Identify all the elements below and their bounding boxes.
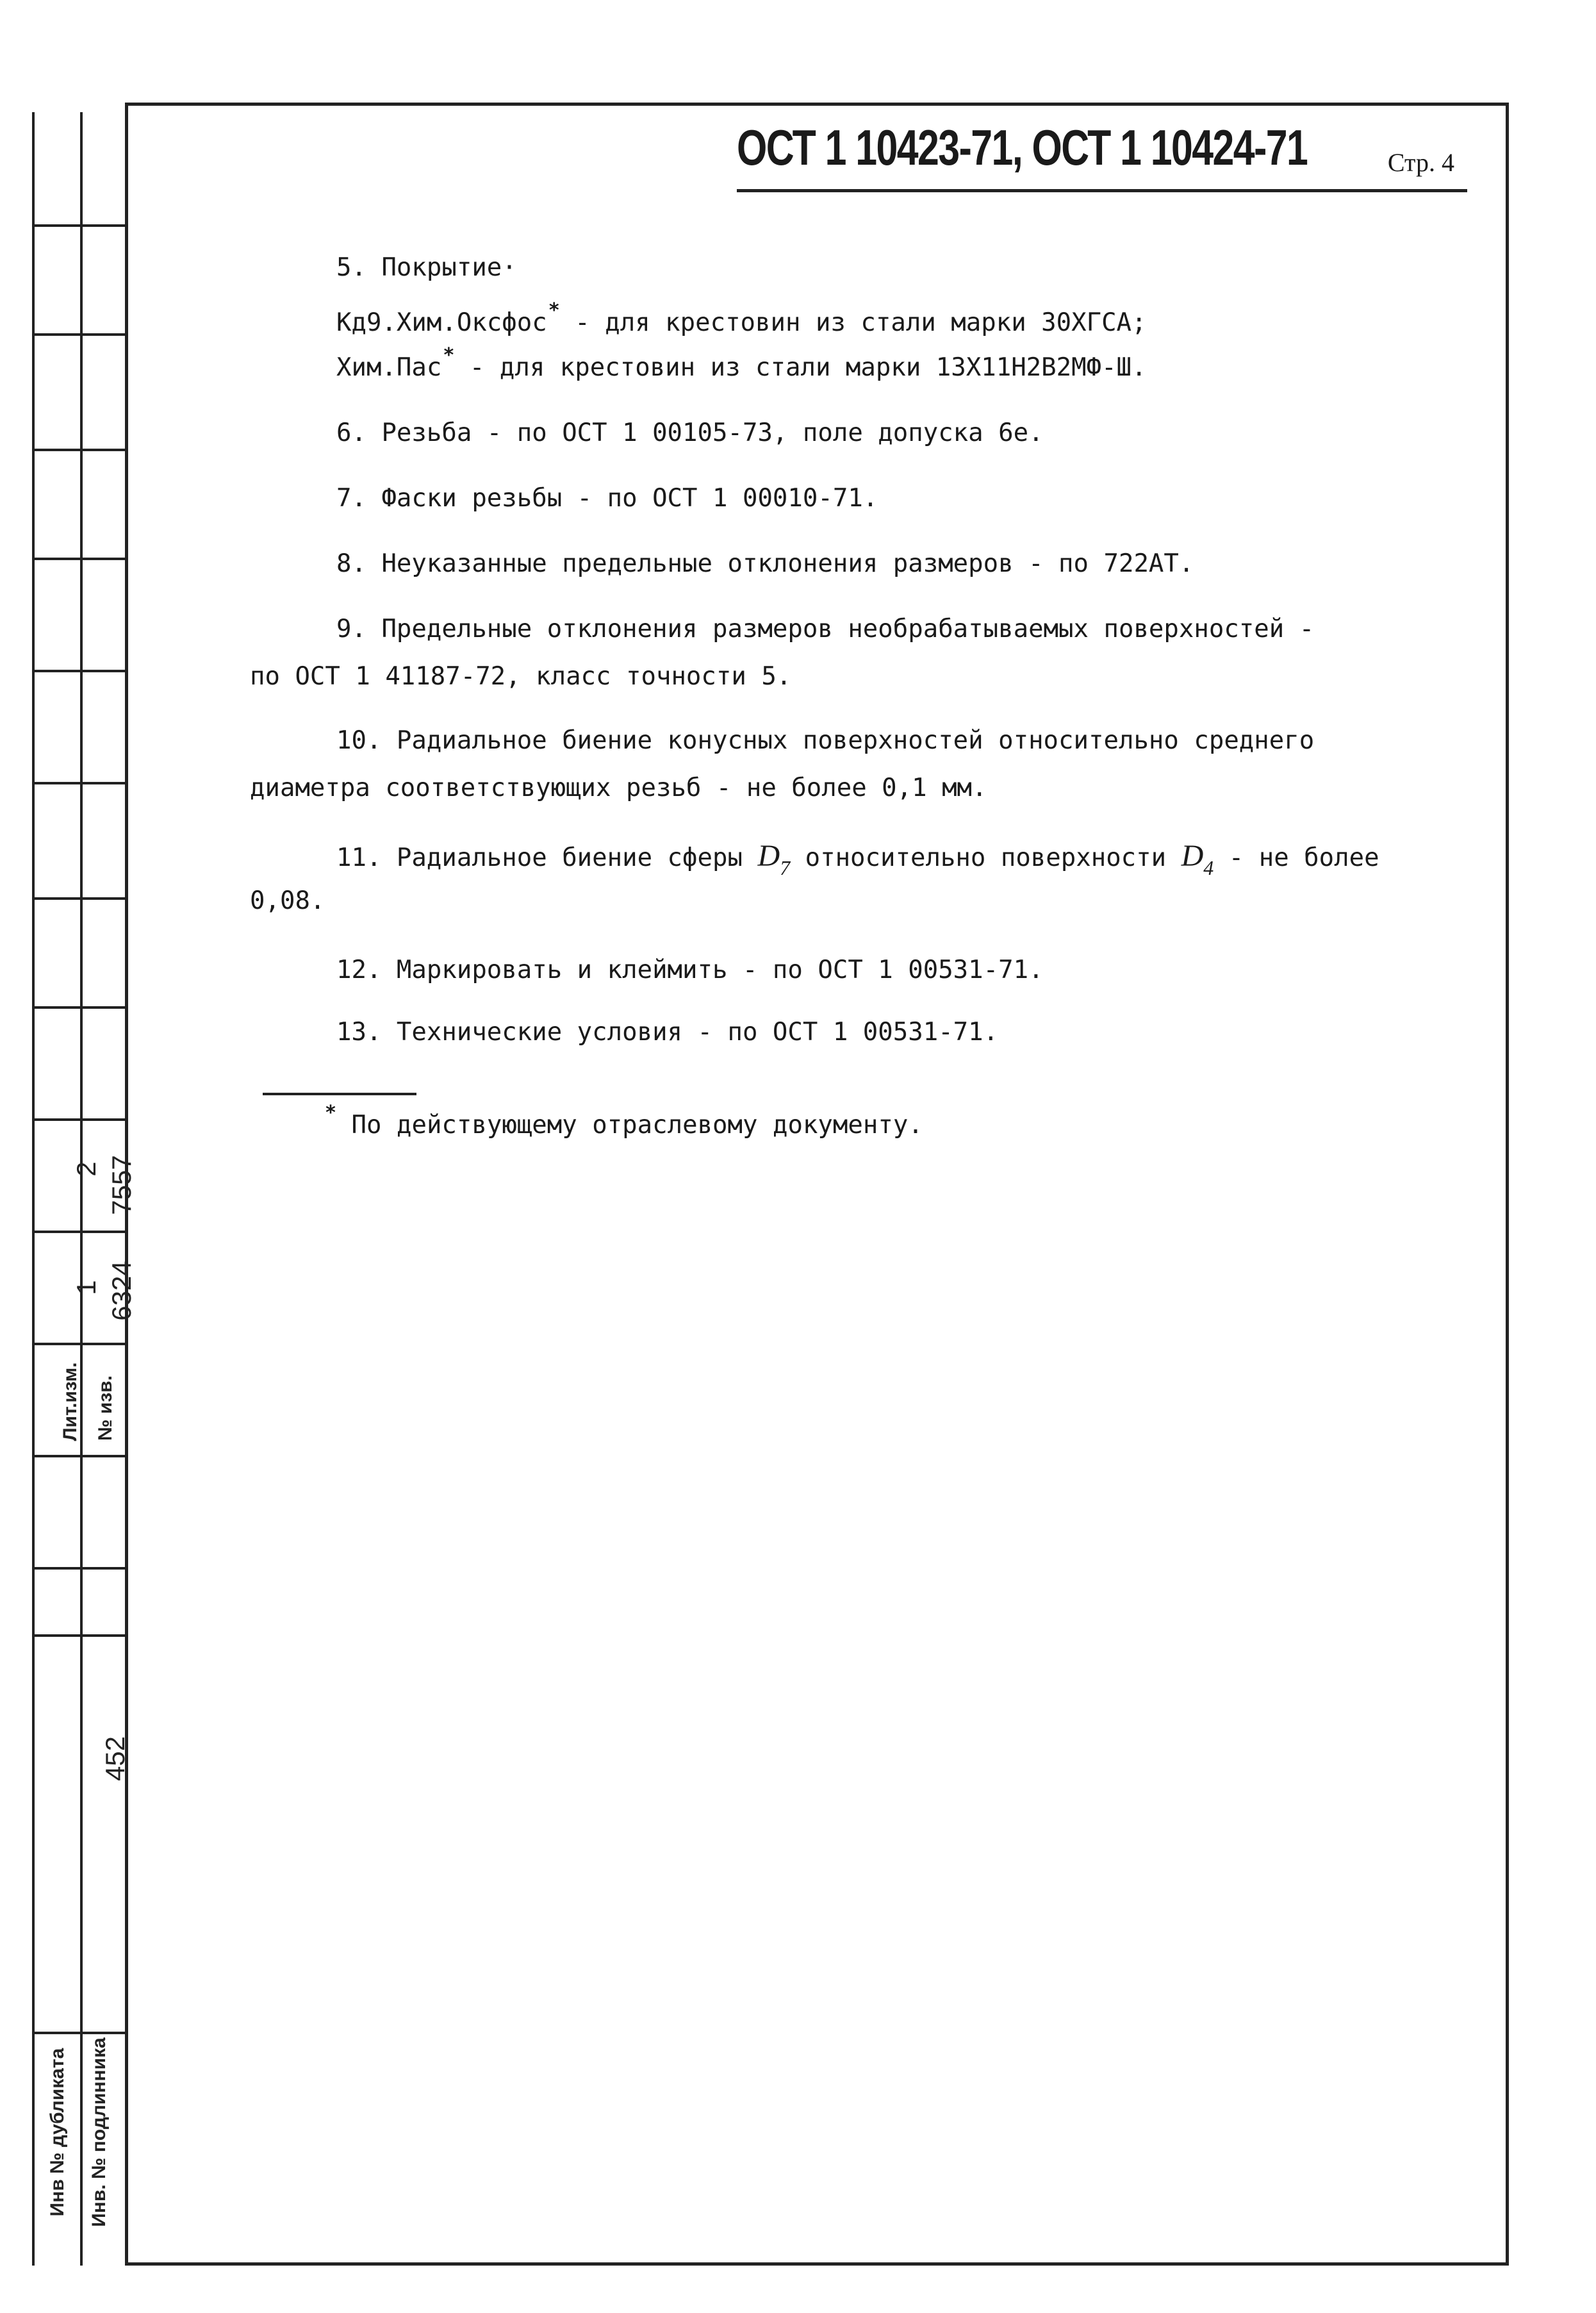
rev1-lit-number: 1 <box>71 1280 101 1295</box>
item-5-title: 5. Покрытие· <box>336 253 517 282</box>
item-13: 13. Технические условия - по ОСТ 1 00531-71. <box>336 1018 999 1047</box>
footnote-separator <box>263 1093 416 1095</box>
sidebar-line <box>32 782 128 784</box>
sidebar-line <box>32 558 128 560</box>
item-6: 6. Резьба - по ОСТ 1 00105-73, поле допуска 6е. <box>336 419 1044 447</box>
item-5-line-1 <box>336 300 1147 348</box>
sidebar-line <box>32 1567 128 1570</box>
item-11-line-2: 0,08. <box>250 886 325 915</box>
diameter-symbol: D <box>757 839 780 873</box>
sidebar-line <box>32 224 128 227</box>
item-7: 7. Фаски резьбы - по ОСТ 1 00010-71. <box>336 484 878 513</box>
diameter-subscript: 7 <box>780 856 791 879</box>
item-11-line-1 <box>336 833 1379 882</box>
item-9-line-1: 9. Предельные отклонения размеров необрабатываемых поверхностей - <box>336 615 1315 643</box>
coating-1-text: - для крестовин из стали марки 30ХГСА; <box>559 308 1147 337</box>
sidebar-line <box>32 670 128 672</box>
item-9-line-2: по ОСТ 1 41187-72, класс точности 5. <box>250 662 792 691</box>
footnote <box>324 1102 923 1150</box>
sidebar-line <box>32 1118 128 1121</box>
diameter-symbol: D <box>1181 839 1204 873</box>
standard-code: ОСТ 1 10423-71, ОСТ 1 10424-71 <box>737 119 1308 176</box>
sidebar-line <box>32 112 35 2266</box>
item-8: 8. Неуказанные предельные отклонения размеров - по 722АТ. <box>336 549 1194 578</box>
sidebar-line <box>32 1634 128 1637</box>
coating-2: Хим.Пас <box>336 353 442 382</box>
rev2-notice-number: 7557 <box>106 1155 136 1215</box>
duplicate-inventory-label: Инв № дубликата <box>47 2048 68 2217</box>
footnote-mark: * <box>325 1102 337 1124</box>
item-10-line-1: 10. Радиальное биение конусных поверхностей относительно среднего <box>336 726 1315 755</box>
item-11-text-b: относительно поверхности <box>790 843 1181 872</box>
footnote-text: По действующему отраслевому документу. <box>336 1111 923 1140</box>
footnote-ref: * <box>443 344 455 367</box>
diameter-subscript: 4 <box>1203 856 1214 879</box>
original-inventory-number: 452 <box>100 1736 130 1782</box>
sidebar-line <box>32 333 128 336</box>
sidebar-line <box>32 1006 128 1009</box>
page-number: Стр. 4 <box>1387 148 1454 177</box>
item-10-line-2: диаметра соответствующих резьб - не более 0,1 мм. <box>250 774 987 802</box>
item-11-text-c: - не более <box>1213 843 1379 872</box>
coating-1: Кд9.Хим.Оксфос <box>336 308 547 337</box>
lit-izm-label: Лит.изм. <box>60 1362 81 1441</box>
item-5-line-2 <box>336 345 1147 393</box>
rev1-notice-number: 6324 <box>106 1261 136 1321</box>
sidebar-line <box>32 449 128 451</box>
notice-number-label: № изв. <box>95 1375 116 1441</box>
footnote-ref: * <box>548 299 560 322</box>
item-12: 12. Маркировать и клеймить - по ОСТ 1 00531-71. <box>336 956 1044 984</box>
sidebar-line <box>32 897 128 900</box>
original-inventory-label: Инв. № подлинника <box>88 2037 110 2227</box>
item-11-text-a: 11. Радиальное биение сферы <box>336 843 758 872</box>
coating-2-text: - для крестовин из стали марки 13Х11Н2В2МФ-Ш. <box>454 353 1147 382</box>
rev2-lit-number: 2 <box>71 1161 101 1177</box>
document-header <box>737 119 1467 192</box>
